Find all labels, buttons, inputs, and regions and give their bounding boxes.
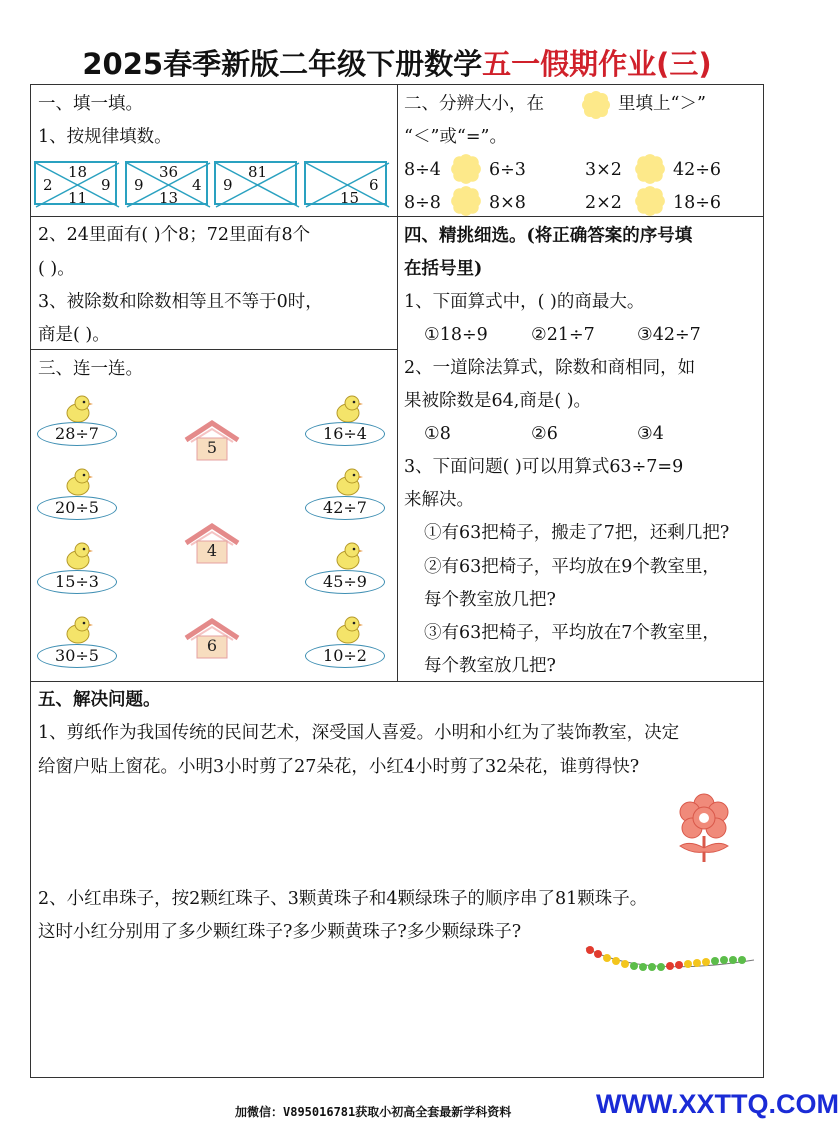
box-top: 36 [159,163,179,181]
expr-right-4[interactable]: 10÷2 [305,644,385,668]
section2-heading-a: 二、分辨大小，在 [404,94,544,114]
box-right: 6 [369,176,379,194]
section2-heading-b: 里填上“＞” [618,94,706,114]
row-divider-2 [30,349,397,350]
s1-q2-line1: 2、24里面有( )个8；72里面有8个 [38,225,311,245]
box-right: 9 [101,176,111,194]
pattern-box-2 [125,161,208,205]
box-left: 2 [43,176,53,194]
box-left: 9 [134,176,144,194]
compare-r2-c: 2×2 [585,193,622,213]
s4-q2-opt3[interactable]: ③4 [637,424,664,444]
s4-q3-opt1[interactable]: ①有63把椅子，搬走了7把，还剩几把? [424,523,730,543]
s4-q1: 1、下面算式中，( )的商最大。 [404,292,645,312]
box-top: 81 [248,163,268,181]
expr-right-2[interactable]: 42÷7 [305,496,385,520]
chick-icon [330,538,364,572]
chick-icon [60,538,94,572]
house-1[interactable] [183,420,241,464]
s4-q2-opt1[interactable]: ①8 [424,424,451,444]
box-right: 4 [192,176,202,194]
expr-left-3[interactable]: 15÷3 [37,570,117,594]
s4-q1-opt2[interactable]: ②21÷7 [531,325,595,345]
s4-q1-opt3[interactable]: ③42÷7 [637,325,701,345]
section3-heading: 三、连一连。 [38,359,143,379]
house-number: 5 [206,438,218,457]
expr-right-1[interactable]: 16÷4 [305,422,385,446]
chick-icon [60,464,94,498]
s4-q3-opt3-line1[interactable]: ③有63把椅子，平均放在7个教室里， [424,623,720,643]
house-number: 4 [206,541,218,560]
box-bottom: 11 [68,189,88,207]
compare-r2-d: 18÷6 [673,193,722,213]
section1-heading: 一、填一填。 [38,94,143,114]
expr-left-1[interactable]: 28÷7 [37,422,117,446]
chick-icon [330,464,364,498]
chick-icon [60,612,94,646]
s4-q2-line1: 2、一道除法算式，除数和商相同，如 [404,358,696,378]
flower-blank-icon [632,152,668,186]
s4-q2-opt2[interactable]: ②6 [531,424,558,444]
s4-q3-line1: 3、下面问题( )可以用算式63÷7=9 [404,457,684,477]
compare-r1-c: 3×2 [585,160,622,180]
section4-heading-line2: 在括号里) [404,259,483,279]
title-highlight: 五一假期作业(三) [482,47,712,81]
box-left: 9 [223,176,233,194]
box-top: 18 [68,163,88,181]
footer-note: 加微信：V895016781获取小初高全套最新学科资料 [235,1105,512,1119]
chick-icon [60,391,94,425]
s1-q3-line1: 3、被除数和除数相等且不等于0时， [38,292,323,312]
flower-icon [580,89,612,121]
compare-r2-a: 8÷8 [404,193,441,213]
s1-q2-line2: ( )。 [38,259,75,279]
title-main: 2025春季新版二年级下册数学 [82,47,483,81]
house-2[interactable] [183,523,241,567]
pattern-box-4 [304,161,387,205]
paper-cut-flower-icon [664,790,744,866]
flower-blank-icon [632,184,668,218]
column-divider [397,84,398,681]
brand-watermark[interactable]: WWW.XXTTQ.COM [596,1089,839,1119]
s1-q1: 1、按规律填数。 [38,127,172,147]
s4-q1-opt1[interactable]: ①18÷9 [424,325,488,345]
chick-icon [330,391,364,425]
expr-left-2[interactable]: 20÷5 [37,496,117,520]
s5-p1-line2: 给窗户贴上窗花。小明3小时剪了27朵花，小红4小时剪了32朵花，谁剪得快? [38,757,640,777]
s4-q3-opt3-line2: 每个教室放几把? [424,656,556,676]
section2-heading-c: “＜”或“=”。 [404,127,507,147]
s5-p2-line2: 这时小红分别用了多少颗红珠子?多少颗黄珠子?多少颗绿珠子? [38,922,522,942]
flower-blank-icon [448,152,484,186]
s4-q3-opt2-line1[interactable]: ②有63把椅子，平均放在9个教室里， [424,557,720,577]
house-3[interactable] [183,618,241,662]
section4-heading-line1: 四、精挑细选。(将正确答案的序号填 [404,226,693,246]
compare-r1-d: 42÷6 [673,160,722,180]
compare-r1-a: 8÷4 [404,160,441,180]
row-divider-3 [30,681,764,682]
page-title [0,42,794,83]
s5-p1-line1: 1、剪纸作为我国传统的民间艺术，深受国人喜爱。小明和小红为了装饰教室，决定 [38,723,680,743]
s4-q3-line2: 来解决。 [404,490,474,510]
compare-r2-b: 8×8 [489,193,526,213]
s1-q3-line2: 商是( )。 [38,325,110,345]
box-bottom: 15 [340,189,360,207]
box-bottom: 13 [159,189,179,207]
s4-q2-line2: 果被除数是64,商是( )。 [404,391,592,411]
expr-right-3[interactable]: 45÷9 [305,570,385,594]
section5-heading: 五、解决问题。 [38,690,161,710]
bead-string-icon [582,938,758,978]
compare-r1-b: 6÷3 [489,160,526,180]
house-number: 6 [206,636,218,655]
s5-p2-line1: 2、小红串珠子，按2颗红珠子、3颗黄珠子和4颗绿珠子的顺序串了81颗珠子。 [38,889,648,909]
flower-blank-icon [448,184,484,218]
chick-icon [330,612,364,646]
pattern-box-3 [214,161,297,205]
pattern-box-1 [34,161,117,205]
s4-q3-opt2-line2: 每个教室放几把? [424,590,556,610]
expr-left-4[interactable]: 30÷5 [37,644,117,668]
